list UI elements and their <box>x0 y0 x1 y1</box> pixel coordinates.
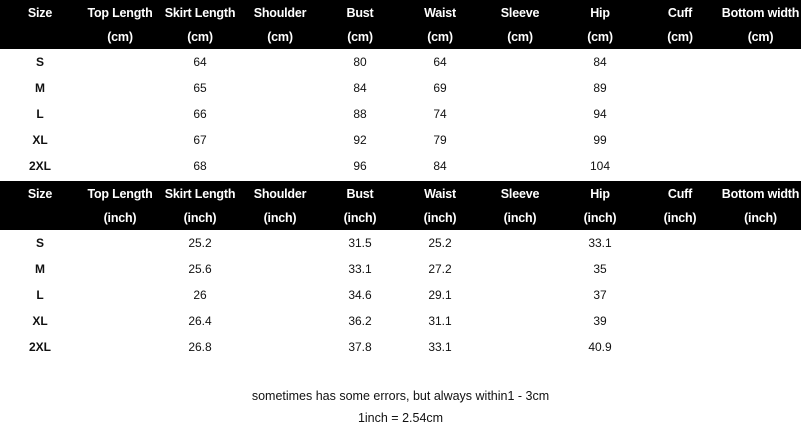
column-header-skirt-length: Skirt Length <box>164 5 236 20</box>
column-header-bust: Bust <box>346 186 374 201</box>
cm-table-header <box>0 0 801 49</box>
table-cell <box>80 282 160 308</box>
table-cell: 26.4 <box>188 314 212 328</box>
cm-header-row <box>0 0 801 25</box>
table-cell <box>480 282 560 308</box>
table-cell <box>640 230 720 256</box>
size-cell: XL <box>32 133 48 147</box>
column-header-bottom-width: Bottom width <box>721 5 800 20</box>
table-cell <box>80 230 160 256</box>
table-cell <box>240 153 320 179</box>
unit-label: (cm) <box>507 30 533 44</box>
table-cell: 33.1 <box>588 236 612 250</box>
table-cell: 88 <box>353 107 367 121</box>
unit-label: (inch) <box>103 211 137 225</box>
table-cell: 84 <box>433 159 447 173</box>
table-row <box>0 127 801 153</box>
table-cell: 79 <box>433 133 447 147</box>
table-cell: 25.6 <box>188 262 212 276</box>
unit-label: (cm) <box>347 30 373 44</box>
table-cell <box>80 256 160 282</box>
table-cell: 33.1 <box>348 262 372 276</box>
column-header-sleeve: Sleeve <box>500 5 540 20</box>
table-cell: 64 <box>433 55 447 69</box>
table-cell <box>80 49 160 75</box>
column-header-waist: Waist <box>424 186 456 201</box>
column-header-hip: Hip <box>590 186 610 201</box>
table-cell <box>240 75 320 101</box>
column-header-top-length: Top Length <box>87 5 153 20</box>
table-cell <box>640 334 720 360</box>
inch-table-body <box>0 230 801 360</box>
column-header-cuff: Cuff <box>667 186 693 201</box>
table-cell <box>80 75 160 101</box>
column-header-waist: Waist <box>424 5 456 20</box>
table-cell <box>80 153 160 179</box>
unit-label: (cm) <box>747 30 774 44</box>
column-header-bottom-width: Bottom width <box>721 186 800 201</box>
table-cell <box>80 127 160 153</box>
unit-label: (inch) <box>503 211 537 225</box>
measurement-error-note: sometimes has some errors, but always within1 - 3cm <box>251 389 550 403</box>
table-cell: 37.8 <box>348 340 372 354</box>
unit-label: (inch) <box>423 211 457 225</box>
unit-label: (cm) <box>667 30 693 44</box>
table-cell: 36.2 <box>348 314 372 328</box>
table-cell <box>720 75 801 101</box>
table-cell: 37 <box>593 288 607 302</box>
table-cell: 25.2 <box>188 236 212 250</box>
table-cell <box>240 49 320 75</box>
table-cell: 65 <box>193 81 207 95</box>
table-cell: 35 <box>593 262 607 276</box>
table-cell <box>640 256 720 282</box>
table-cell <box>80 334 160 360</box>
table-cell <box>480 256 560 282</box>
unit-label: (cm) <box>587 30 613 44</box>
table-cell <box>640 101 720 127</box>
size-cell: XL <box>32 314 48 328</box>
size-chart-inch-table <box>0 181 801 360</box>
column-header-hip: Hip <box>590 5 610 20</box>
table-cell: 80 <box>353 55 367 69</box>
inch-header-row <box>0 181 801 206</box>
table-cell: 84 <box>353 81 367 95</box>
unit-label: (inch) <box>744 211 777 225</box>
table-cell <box>480 153 560 179</box>
table-cell: 89 <box>593 81 607 95</box>
unit-label: (cm) <box>187 30 213 44</box>
table-cell <box>240 282 320 308</box>
table-row <box>0 153 801 179</box>
table-cell: 40.9 <box>588 340 612 354</box>
inch-unit-row <box>0 206 801 230</box>
table-cell: 27.2 <box>428 262 452 276</box>
table-row <box>0 308 801 334</box>
table-cell <box>720 49 801 75</box>
table-cell: 25.2 <box>428 236 452 250</box>
table-row <box>0 282 801 308</box>
table-cell <box>640 282 720 308</box>
table-cell <box>240 334 320 360</box>
table-cell <box>480 101 560 127</box>
table-cell: 99 <box>593 133 607 147</box>
inch-table-header <box>0 181 801 230</box>
table-cell <box>640 153 720 179</box>
table-cell: 96 <box>353 159 367 173</box>
table-cell <box>720 101 801 127</box>
table-cell <box>720 282 801 308</box>
unit-label: (cm) <box>107 30 133 44</box>
inch-conversion-note: 1inch = 2.54cm <box>357 411 444 425</box>
table-cell <box>240 230 320 256</box>
column-header-size: Size <box>27 186 53 201</box>
table-row <box>0 256 801 282</box>
size-cell: S <box>35 236 44 250</box>
unit-label: (cm) <box>267 30 293 44</box>
size-cell: M <box>35 81 45 95</box>
table-row <box>0 101 801 127</box>
table-cell: 64 <box>193 55 207 69</box>
table-cell <box>480 49 560 75</box>
size-cell: M <box>35 262 45 276</box>
unit-label: (inch) <box>183 211 217 225</box>
column-header-sleeve: Sleeve <box>500 186 540 201</box>
table-cell <box>640 49 720 75</box>
table-cell: 33.1 <box>428 340 452 354</box>
table-cell <box>240 308 320 334</box>
size-cell: L <box>36 288 44 302</box>
unit-label: (inch) <box>343 211 377 225</box>
table-cell: 34.6 <box>348 288 372 302</box>
table-cell <box>240 127 320 153</box>
table-cell: 67 <box>193 133 207 147</box>
size-chart-cm-table <box>0 0 801 179</box>
table-cell: 29.1 <box>428 288 452 302</box>
table-cell <box>720 334 801 360</box>
table-cell: 26.8 <box>188 340 212 354</box>
table-cell <box>640 308 720 334</box>
table-cell <box>720 256 801 282</box>
table-cell: 31.1 <box>428 314 452 328</box>
unit-label <box>0 25 80 49</box>
table-cell <box>720 153 801 179</box>
table-cell: 69 <box>433 81 447 95</box>
column-header-skirt-length: Skirt Length <box>164 186 236 201</box>
table-cell: 84 <box>593 55 607 69</box>
table-cell <box>240 101 320 127</box>
table-cell <box>480 75 560 101</box>
column-header-cuff: Cuff <box>667 5 693 20</box>
table-cell <box>720 127 801 153</box>
table-cell: 104 <box>589 159 611 173</box>
table-cell <box>480 127 560 153</box>
size-cell: 2XL <box>28 159 51 173</box>
table-cell <box>640 75 720 101</box>
table-cell <box>80 308 160 334</box>
table-cell: 68 <box>193 159 207 173</box>
column-header-bust: Bust <box>346 5 374 20</box>
table-cell <box>480 308 560 334</box>
table-cell <box>480 230 560 256</box>
table-cell: 94 <box>593 107 607 121</box>
size-cell: S <box>35 55 44 69</box>
unit-label: (cm) <box>427 30 453 44</box>
column-header-shoulder: Shoulder <box>253 186 307 201</box>
unit-label: (inch) <box>263 211 297 225</box>
table-cell <box>640 127 720 153</box>
table-row <box>0 75 801 101</box>
table-row <box>0 334 801 360</box>
unit-label: (inch) <box>583 211 617 225</box>
table-cell <box>80 101 160 127</box>
size-cell: L <box>36 107 44 121</box>
table-cell: 92 <box>353 133 367 147</box>
column-header-top-length: Top Length <box>87 186 153 201</box>
table-cell <box>720 230 801 256</box>
table-cell: 26 <box>193 288 207 302</box>
column-header-shoulder: Shoulder <box>253 5 307 20</box>
table-cell <box>480 334 560 360</box>
cm-table-body <box>0 49 801 179</box>
column-header-size: Size <box>27 5 53 20</box>
table-cell <box>720 308 801 334</box>
cm-unit-row <box>0 25 801 49</box>
table-cell <box>240 256 320 282</box>
table-cell: 39 <box>593 314 607 328</box>
size-cell: 2XL <box>28 340 51 354</box>
table-cell: 66 <box>193 107 207 121</box>
unit-label: (inch) <box>663 211 697 225</box>
table-row <box>0 230 801 256</box>
unit-label <box>0 206 80 230</box>
table-cell: 74 <box>433 107 447 121</box>
table-cell: 31.5 <box>348 236 372 250</box>
table-row <box>0 49 801 75</box>
